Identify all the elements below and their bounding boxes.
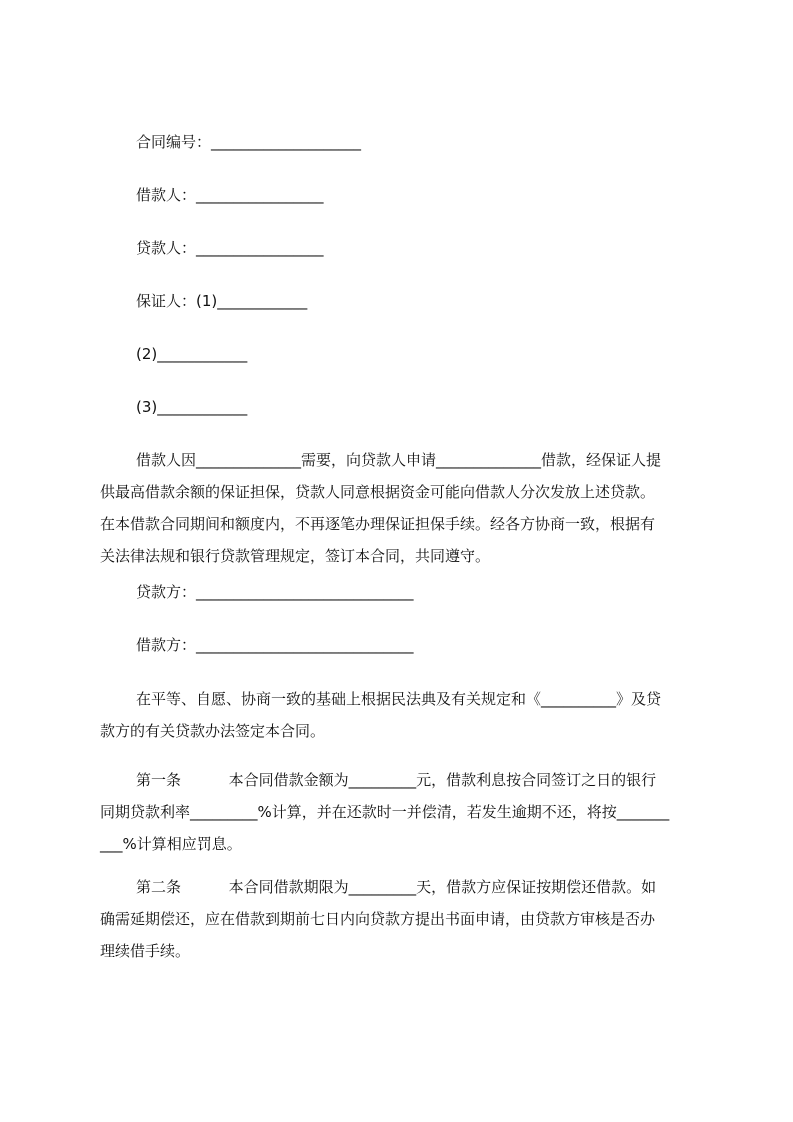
article-2-line-3: 理续借手续。 [100, 942, 191, 960]
intro-paragraph [100, 683, 705, 747]
guarantor-field-2: (2)____________ [136, 345, 248, 363]
intro-line-2: 款方的有关贷款办法签定本合同。 [100, 722, 326, 740]
guarantor-field-3: (3)____________ [136, 398, 248, 416]
preamble-line-2: 供最高借款余额的保证担保，贷款人同意根据资金可能向借款人分次发放上述贷款。 [100, 483, 656, 501]
borrower-field: 借款人：_________________ [136, 186, 324, 204]
article-2-line-1: 第二条 本合同借款期限为_________天，借款方应保证按期偿还借款。如 [136, 878, 657, 896]
article-1-line-3: ___%计算相应罚息。 [100, 835, 242, 853]
contract-number-field: 合同编号：____________________ [136, 133, 362, 151]
article-1-line-1: 第一条 本合同借款金额为_________元，借款利息按合同签订之日的银行 [136, 771, 657, 789]
preamble-line-3: 在本借款合同期间和额度内，不再逐笔办理保证担保手续。经各方协商一致，根据有 [100, 515, 656, 533]
article-1-line-2: 同期贷款利率_________%计算，并在还款时一并偿清，若发生逾期不还，将按_______ [100, 803, 670, 821]
preamble-paragraph [100, 444, 705, 572]
intro-line-1: 在平等、自愿、协商一致的基础上根据民法典及有关规定和《__________》及贷 [136, 690, 662, 708]
lender-party-field: 贷款方：_____________________________ [136, 583, 414, 601]
article-1-paragraph [100, 764, 705, 860]
guarantor-field-1: 保证人：(1)____________ [136, 292, 308, 310]
lender-field: 贷款人：_________________ [136, 239, 324, 257]
preamble-line-1: 借款人因______________需要，向贷款人申请______________借款，经保证人提 [136, 451, 662, 469]
preamble-line-4: 关法律法规和银行贷款管理规定，签订本合同，共同遵守。 [100, 547, 491, 565]
article-2-line-2: 确需延期偿还，应在借款到期前七日内向贷款方提出书面申请，由贷款方审核是否办 [100, 910, 656, 928]
borrower-party-field: 借款方：_____________________________ [136, 636, 414, 654]
article-2-paragraph [100, 871, 705, 967]
